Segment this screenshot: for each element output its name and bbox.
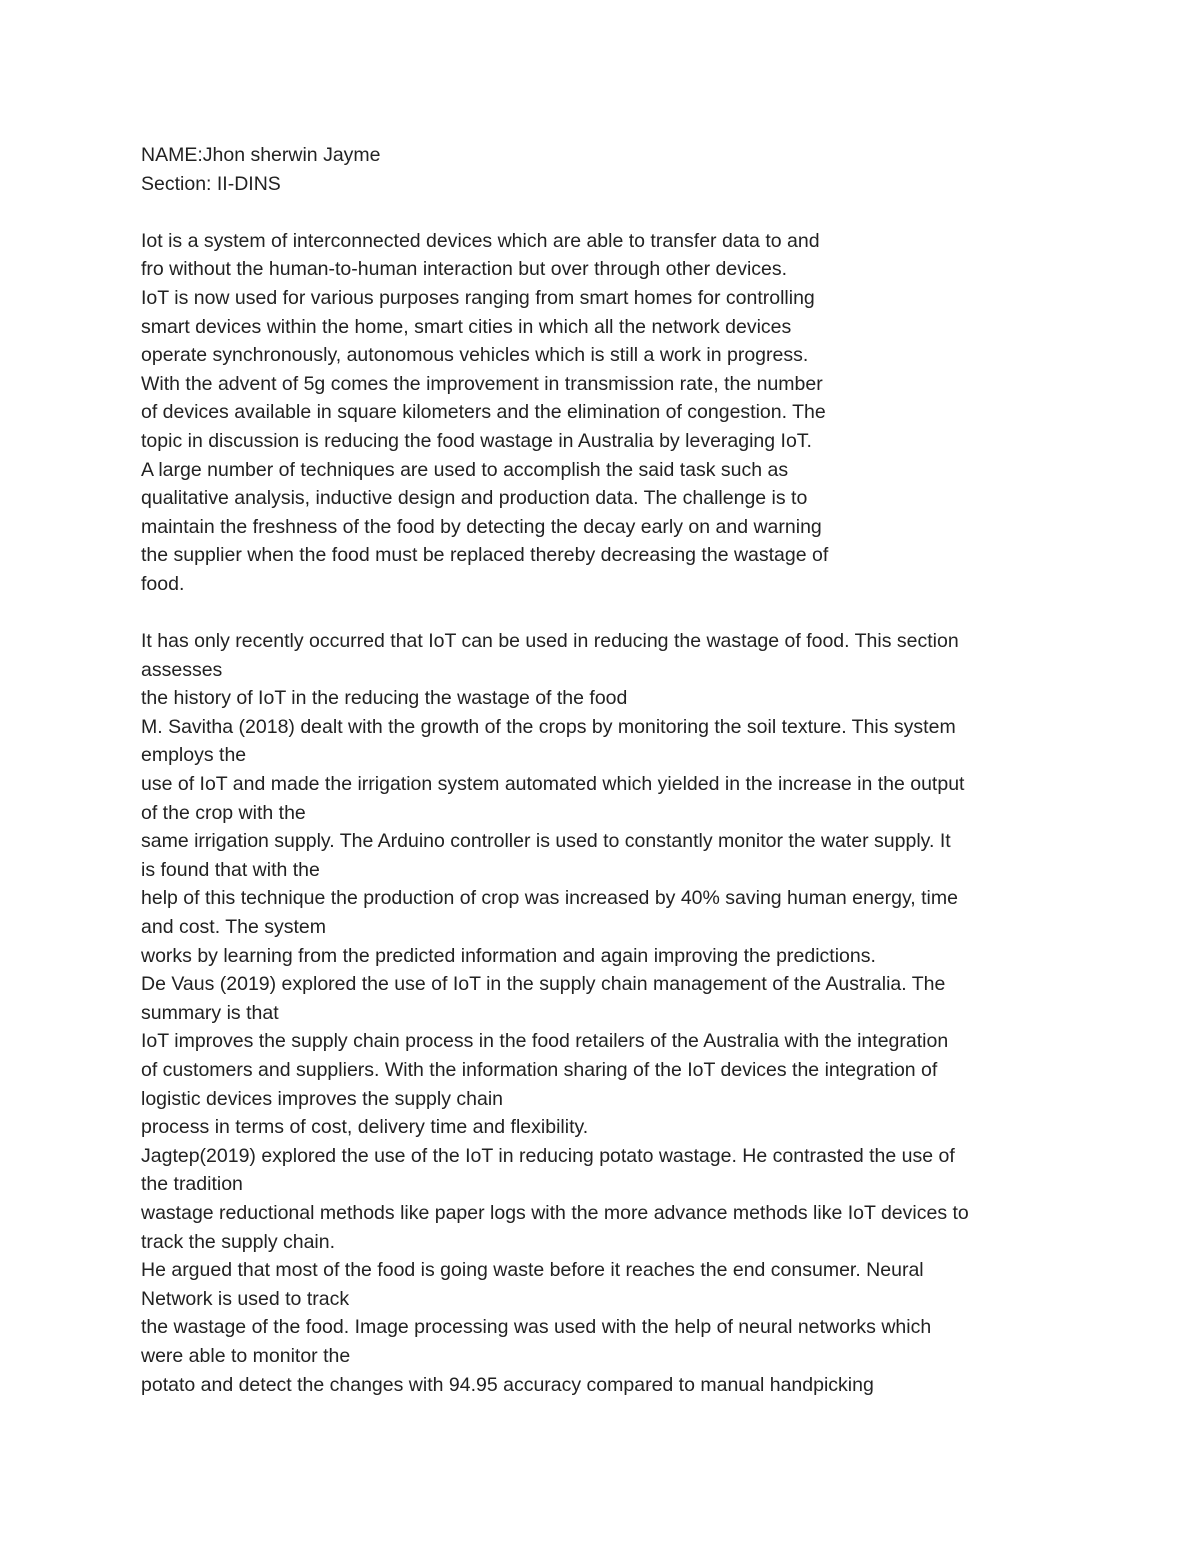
text-line: the wastage of the food. Image processing was used with the help of neural networks which [141, 1316, 932, 1339]
text-line: M. Savitha (2018) dealt with the growth of the crops by monitoring the soil texture. This system [141, 715, 956, 738]
text-line: topic in discussion is reducing the food wastage in Australia by leveraging IoT. [141, 429, 812, 452]
text-line: Jagtep(2019) explored the use of the IoT in reducing potato wastage. He contrasted the use of [141, 1144, 955, 1167]
text-line: De Vaus (2019) explored the use of IoT in the supply chain management of the Australia. The [141, 973, 946, 996]
text-line: works by learning from the predicted information and again improving the predictions. [141, 944, 876, 967]
text-line: maintain the freshness of the food by detecting the decay early on and warning [141, 515, 822, 538]
spacer [141, 599, 1061, 628]
text-line: A large number of techniques are used to accomplish the said task such as [141, 458, 789, 481]
text-line: wastage reductional methods like paper logs with the more advance methods like IoT devices to [141, 1201, 969, 1224]
text-line: With the advent of 5g comes the improvement in transmission rate, the number [141, 372, 823, 395]
text-line: of customers and suppliers. With the information sharing of the IoT devices the integration of [141, 1059, 938, 1081]
text-line: and cost. The system [141, 916, 326, 939]
document-body [141, 141, 1061, 1399]
student-name: NAME:Jhon sherwin Jayme [141, 144, 381, 166]
student-section: Section: II-DINS [141, 172, 281, 195]
text-line: of devices available in square kilometers and the elimination of congestion. The [141, 401, 826, 424]
text-line: assesses [141, 658, 223, 681]
text-line: is found that with the [141, 858, 320, 881]
text-line: the supplier when the food must be replaced thereby decreasing the wastage of [141, 544, 829, 567]
text-line: IoT is now used for various purposes ranging from smart homes for controlling [141, 286, 815, 309]
text-line: track the supply chain. [141, 1230, 336, 1253]
text-line: smart devices within the home, smart cities in which all the network devices [141, 315, 792, 338]
text-line: process in terms of cost, delivery time and flexibility. [141, 1116, 589, 1139]
text-line: logistic devices improves the supply chain [141, 1087, 504, 1110]
text-line: Iot is a system of interconnected devices which are able to transfer data to and [141, 229, 820, 252]
text-line: food. [141, 572, 185, 595]
text-line: potato and detect the changes with 94.95 accuracy compared to manual handpicking [141, 1373, 874, 1396]
text-line: summary is that [141, 1001, 279, 1024]
text-line: employs the [141, 744, 247, 767]
text-line: help of this technique the production of crop was increased by 40% saving human energy, time [141, 887, 958, 910]
text-line: IoT improves the supply chain process in the food retailers of the Australia with the integration [141, 1030, 949, 1053]
text-line: same irrigation supply. The Arduino controller is used to constantly monitor the water supply. It [141, 830, 951, 853]
text-line: Network is used to track [141, 1287, 350, 1310]
paragraph-literature-review [141, 627, 1061, 1399]
text-line: the history of IoT in the reducing the wastage of the food [141, 687, 628, 710]
text-line: the tradition [141, 1173, 243, 1196]
text-line: fro without the human-to-human interaction but over through other devices. [141, 258, 788, 281]
text-line: He argued that most of the food is going waste before it reaches the end consumer. Neural [141, 1259, 924, 1282]
spacer [141, 198, 1061, 227]
text-line: of the crop with the [141, 801, 306, 824]
paragraph-intro [141, 227, 1061, 599]
text-line: were able to monitor the [141, 1344, 351, 1367]
text-line: operate synchronously, autonomous vehicles which is still a work in progress. [141, 344, 809, 367]
text-line: It has only recently occurred that IoT can be used in reducing the wastage of food. This section [141, 630, 959, 653]
text-line: use of IoT and made the irrigation system automated which yielded in the increase in the output [141, 773, 965, 796]
text-line: qualitative analysis, inductive design and production data. The challenge is to [141, 487, 808, 510]
